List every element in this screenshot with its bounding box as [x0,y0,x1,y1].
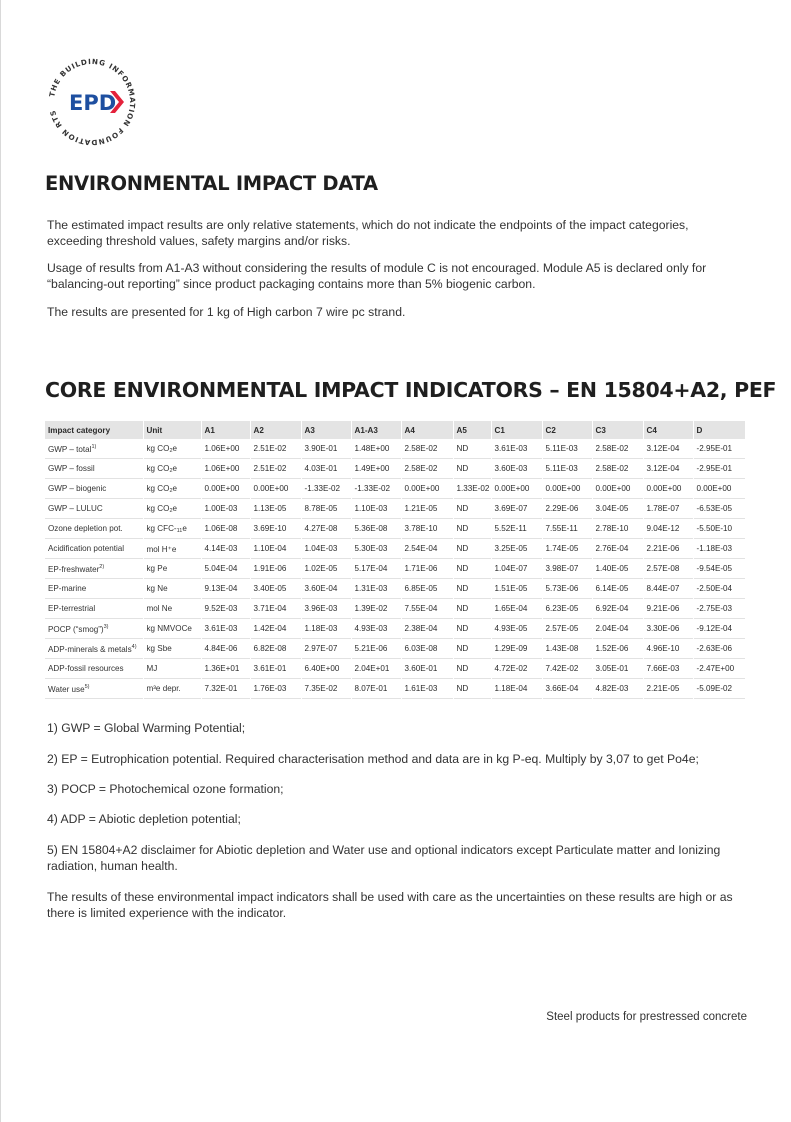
value-cell: 5.11E-03 [542,459,592,479]
value-cell: 1.21E-05 [401,499,453,519]
unit-cell [143,559,201,579]
table-row [45,519,745,539]
value-cell: 1.76E-03 [250,679,301,699]
value-cell: 1.04E-07 [491,559,542,579]
value-cell: 5.21E-06 [351,639,401,659]
table-header-cell: A5 [453,421,491,439]
value-cell: 7.32E-01 [201,679,250,699]
value-cell: 6.82E-08 [250,639,301,659]
value-cell: 2.58E-02 [401,439,453,459]
impact-category-label: EP-marine [48,584,87,593]
value-cell: 1.10E-04 [250,539,301,559]
value-cell: 3.90E-01 [301,439,351,459]
value-cell: -5.09E-02 [693,679,745,699]
unit-subscript: 2 [169,447,173,454]
value-cell: 9.21E-06 [643,599,693,619]
intro-paragraph-3: The results are presented for 1 kg of High carbon 7 wire pc strand. [47,305,406,319]
unit-label: MJ [146,664,158,673]
value-cell: -1.33E-02 [351,479,401,499]
value-cell: 9.52E-03 [201,599,250,619]
value-cell: 3.66E-04 [542,679,592,699]
value-cell: 3.12E-04 [643,439,693,459]
unit-label: kg Pe [146,564,168,573]
impact-category-cell [45,679,143,699]
impact-category-cell [45,659,143,679]
value-cell: 1.06E-08 [201,519,250,539]
value-cell: 4.84E-06 [201,639,250,659]
value-cell: -9.12E-04 [693,619,745,639]
value-cell: 2.58E-02 [592,439,643,459]
value-cell: 6.92E-04 [592,599,643,619]
value-cell: -2.47E+00 [693,659,745,679]
value-cell: 2.78E-10 [592,519,643,539]
value-cell: ND [453,639,491,659]
table-row [45,459,745,479]
value-cell: 3.78E-10 [401,519,453,539]
impact-category-label: POCP (“smog”) [48,624,104,634]
unit-cell [143,459,201,479]
value-cell: 8.78E-05 [301,499,351,519]
unit-label: kg CFC- [146,523,177,533]
value-cell: 2.51E-02 [250,439,301,459]
value-cell: ND [453,599,491,619]
value-cell: 4.82E-03 [592,679,643,699]
table-header-row [45,421,745,439]
value-cell: 1.33E-02 [453,479,491,499]
value-cell: 2.51E-02 [250,459,301,479]
unit-label: kg CO [146,443,170,453]
value-cell: -2.75E-03 [693,599,745,619]
footnote-5: 5) EN 15804+A2 disclaimer for Abiotic depletion and Water use and optional indicators except Particulate matter and Ionizing radiation, human health. [47,843,721,873]
table-header-cell: C4 [643,421,693,439]
page-left-border [0,0,1,1122]
value-cell: 1.48E+00 [351,439,401,459]
value-cell: 7.55E-11 [542,519,592,539]
value-cell: ND [453,519,491,539]
value-cell: 1.29E-09 [491,639,542,659]
value-cell: 1.52E-06 [592,639,643,659]
value-cell: 2.21E-05 [643,679,693,699]
unit-cell [143,439,201,459]
value-cell: 3.25E-05 [491,539,542,559]
unit-cell [143,619,201,639]
value-cell: 1.10E-03 [351,499,401,519]
value-cell: 4.27E-08 [301,519,351,539]
intro-paragraph-1: The estimated impact results are only relative statements, which do not indicate the endpoints of the impact categories, exceeding threshold values, safety margins and/or risks. [47,218,689,248]
table-row [45,479,745,499]
value-cell: 3.12E-04 [643,459,693,479]
table-body [45,439,745,699]
table-row [45,679,745,699]
value-cell: ND [453,539,491,559]
value-cell: -6.53E-05 [693,499,745,519]
table-row [45,599,745,619]
value-cell: 5.04E-04 [201,559,250,579]
unit-cell [143,539,201,559]
value-cell: -5.50E-10 [693,519,745,539]
unit-label: kg CO [146,503,170,513]
unit-subscript: 11 [176,527,183,534]
value-cell: 3.98E-07 [542,559,592,579]
value-cell: 6.14E-05 [592,579,643,599]
value-cell: 2.29E-06 [542,499,592,519]
value-cell: 2.38E-04 [401,619,453,639]
value-cell: 1.04E-03 [301,539,351,559]
unit-cell [143,659,201,679]
value-cell: 0.00E+00 [491,479,542,499]
value-cell: ND [453,439,491,459]
table-row [45,639,745,659]
value-cell: 5.73E-06 [542,579,592,599]
footnote-3: 3) POCP = Photochemical ozone formation; [47,782,284,796]
table-header-cell: A2 [250,421,301,439]
unit-cell [143,519,201,539]
unit-suffix: e [182,523,187,533]
impact-category-label: Acidification potential [48,544,125,553]
value-cell: 5.11E-03 [542,439,592,459]
value-cell: 4.03E-01 [301,459,351,479]
value-cell: 2.21E-06 [643,539,693,559]
value-cell: ND [453,579,491,599]
logo-ring-text: THE BUILDING INFORMATION FOUNDATION RTS [47,56,138,148]
value-cell: 0.00E+00 [401,479,453,499]
impact-category-cell [45,559,143,579]
value-cell: 1.39E-02 [351,599,401,619]
value-cell: 5.17E-04 [351,559,401,579]
impact-category-cell [45,519,143,539]
value-cell: 1.43E-08 [542,639,592,659]
value-cell: 1.91E-06 [250,559,301,579]
table-row [45,579,745,599]
impact-category-cell [45,499,143,519]
value-cell: 7.55E-04 [401,599,453,619]
value-cell: 5.36E-08 [351,519,401,539]
impact-category-label: GWP – total [48,444,92,454]
value-cell: 1.36E+01 [201,659,250,679]
value-cell: 2.58E-02 [592,459,643,479]
value-cell: 3.30E-06 [643,619,693,639]
value-cell: 9.13E-04 [201,579,250,599]
value-cell: 2.57E-05 [542,619,592,639]
value-cell: 1.00E-03 [201,499,250,519]
impact-category-cell [45,439,143,459]
unit-label: kg Sbe [146,644,172,653]
unit-label: mol Ne [146,604,173,613]
table-header-cell: Unit [143,421,201,439]
value-cell: -2.95E-01 [693,459,745,479]
unit-label: kg Ne [146,584,168,593]
value-cell: 3.05E-01 [592,659,643,679]
table-row [45,659,745,679]
value-cell: -2.63E-06 [693,639,745,659]
value-cell: 1.78E-07 [643,499,693,519]
unit-cell [143,499,201,519]
value-cell: 1.06E+00 [201,439,250,459]
unit-suffix: e [172,443,178,453]
unit-cell [143,579,201,599]
impact-category-label: EP-freshwater [48,564,100,574]
value-cell: 1.18E-04 [491,679,542,699]
value-cell: 2.54E-04 [401,539,453,559]
unit-subscript: 2 [169,507,173,514]
footnote-marker: 3) [103,623,109,630]
footnote-marker: 1) [91,443,97,450]
impact-category-cell [45,479,143,499]
value-cell: 1.40E-05 [592,559,643,579]
value-cell: 2.04E-04 [592,619,643,639]
table-header-cell: C3 [592,421,643,439]
value-cell: 7.66E-03 [643,659,693,679]
value-cell: 2.04E+01 [351,659,401,679]
value-cell: 6.40E+00 [301,659,351,679]
value-cell: ND [453,679,491,699]
value-cell: 2.57E-08 [643,559,693,579]
value-cell: ND [453,499,491,519]
value-cell: 9.04E-12 [643,519,693,539]
table-row [45,619,745,639]
unit-suffix: e [172,503,178,513]
value-cell: 0.00E+00 [693,479,745,499]
impact-category-label: Water use [48,684,85,694]
value-cell: 2.97E-07 [301,639,351,659]
value-cell: 3.60E-03 [491,459,542,479]
value-cell: 4.96E-10 [643,639,693,659]
value-cell: -1.33E-02 [301,479,351,499]
impact-category-cell [45,639,143,659]
footnote-marker: 4) [131,643,137,650]
value-cell: 3.04E-05 [592,499,643,519]
footnote-marker: 2) [99,563,105,570]
value-cell: 1.61E-03 [401,679,453,699]
value-cell: 3.60E-04 [301,579,351,599]
value-cell: 2.76E-04 [592,539,643,559]
value-cell: ND [453,559,491,579]
value-cell: 0.00E+00 [250,479,301,499]
impact-category-label: EP-terrestrial [48,604,96,613]
value-cell: 1.06E+00 [201,459,250,479]
value-cell: 1.74E-05 [542,539,592,559]
value-cell: 3.69E-07 [491,499,542,519]
value-cell: 1.49E+00 [351,459,401,479]
value-cell: 0.00E+00 [592,479,643,499]
value-cell: 4.72E-02 [491,659,542,679]
unit-subscript: 2 [169,487,173,494]
unit-label: mol H⁺e [146,544,177,554]
value-cell: 4.93E-03 [351,619,401,639]
value-cell: 5.52E-11 [491,519,542,539]
value-cell: 2.58E-02 [401,459,453,479]
impact-category-cell [45,599,143,619]
unit-label: kg CO [146,463,170,473]
logo-epd-mark: EPD [69,91,117,115]
value-cell: 3.61E-03 [491,439,542,459]
value-cell: 3.40E-05 [250,579,301,599]
unit-cell [143,639,201,659]
intro-paragraph-2: Usage of results from A1-A3 without considering the results of module C is not encouraged. Module A5 is declared only for “balancing-out reporting” since product packaging contains more than 5% biogenic carbon. [47,261,707,291]
value-cell: 3.96E-03 [301,599,351,619]
table-header-cell: A3 [301,421,351,439]
impact-indicators-table [45,421,745,699]
value-cell: 0.00E+00 [201,479,250,499]
section-title-environmental-impact: ENVIRONMENTAL IMPACT DATA [45,172,378,195]
value-cell: -2.50E-04 [693,579,745,599]
value-cell: 3.71E-04 [250,599,301,619]
table-row [45,499,745,519]
footer-product-name: Steel products for prestressed concrete [546,1011,747,1023]
value-cell: 4.14E-03 [201,539,250,559]
value-cell: 7.42E-02 [542,659,592,679]
value-cell: 8.07E-01 [351,679,401,699]
value-cell: -2.95E-01 [693,439,745,459]
value-cell: 6.03E-08 [401,639,453,659]
value-cell: 6.23E-05 [542,599,592,619]
footnote-2: 2) EP = Eutrophication potential. Required characterisation method and data are in kg P-eq. Multiply by 3,07 to get Po4e; [47,752,699,766]
value-cell: 0.00E+00 [643,479,693,499]
value-cell: 1.18E-03 [301,619,351,639]
footnote-1: 1) GWP = Global Warming Potential; [47,721,246,735]
table-header-cell: C2 [542,421,592,439]
unit-suffix: e [172,483,178,493]
table-row [45,439,745,459]
value-cell: 1.42E-04 [250,619,301,639]
table-header-cell: A1-A3 [351,421,401,439]
value-cell: 1.65E-04 [491,599,542,619]
footnote-marker: 5) [84,683,90,690]
value-cell: 1.02E-05 [301,559,351,579]
impact-category-label: ADP-minerals & metals [48,644,132,654]
table-header-cell: C1 [491,421,542,439]
table-header-cell: D [693,421,745,439]
impact-category-cell [45,459,143,479]
value-cell: 1.71E-06 [401,559,453,579]
epd-logo [44,54,140,150]
value-cell: ND [453,659,491,679]
unit-label: kg NMVOCe [146,624,192,633]
value-cell: 8.44E-07 [643,579,693,599]
unit-label: kg CO [146,483,170,493]
unit-cell [143,679,201,699]
value-cell: 1.13E-05 [250,499,301,519]
unit-subscript: 2 [169,467,173,474]
impact-category-cell [45,539,143,559]
value-cell: 0.00E+00 [542,479,592,499]
impact-category-label: GWP – fossil [48,464,95,473]
impact-category-cell [45,579,143,599]
value-cell: -1.18E-03 [693,539,745,559]
value-cell: 3.61E-03 [201,619,250,639]
unit-suffix: e [172,463,178,473]
footnote-4: 4) ADP = Abiotic depletion potential; [47,812,241,826]
unit-cell [143,599,201,619]
value-cell: ND [453,459,491,479]
value-cell: 3.60E-01 [401,659,453,679]
unit-cell [143,479,201,499]
unit-label: m³e depr. [146,684,181,693]
table-header-cell: A1 [201,421,250,439]
value-cell: 1.51E-05 [491,579,542,599]
value-cell: ND [453,619,491,639]
value-cell: -9.54E-05 [693,559,745,579]
value-cell: 7.35E-02 [301,679,351,699]
impact-category-label: GWP – biogenic [48,484,107,493]
value-cell: 6.85E-05 [401,579,453,599]
impact-category-label: GWP – LULUC [48,504,103,513]
impact-category-label: ADP-fossil resources [48,664,124,673]
value-cell: 1.31E-03 [351,579,401,599]
impact-category-label: Ozone depletion pot. [48,524,123,533]
table-header-cell: A4 [401,421,453,439]
value-cell: 3.69E-10 [250,519,301,539]
footnote-caution: The results of these environmental impact indicators shall be used with care as the uncertainties on these results are high or as there is limited experience with the indicator. [47,890,733,920]
table-row [45,539,745,559]
value-cell: 3.61E-01 [250,659,301,679]
value-cell: 5.30E-03 [351,539,401,559]
impact-category-cell [45,619,143,639]
section-title-core-indicators: CORE ENVIRONMENTAL IMPACT INDICATORS – EN 15804+A2, PEF [45,378,777,402]
table-row [45,559,745,579]
table-header-cell: Impact category [45,421,143,439]
value-cell: 4.93E-05 [491,619,542,639]
